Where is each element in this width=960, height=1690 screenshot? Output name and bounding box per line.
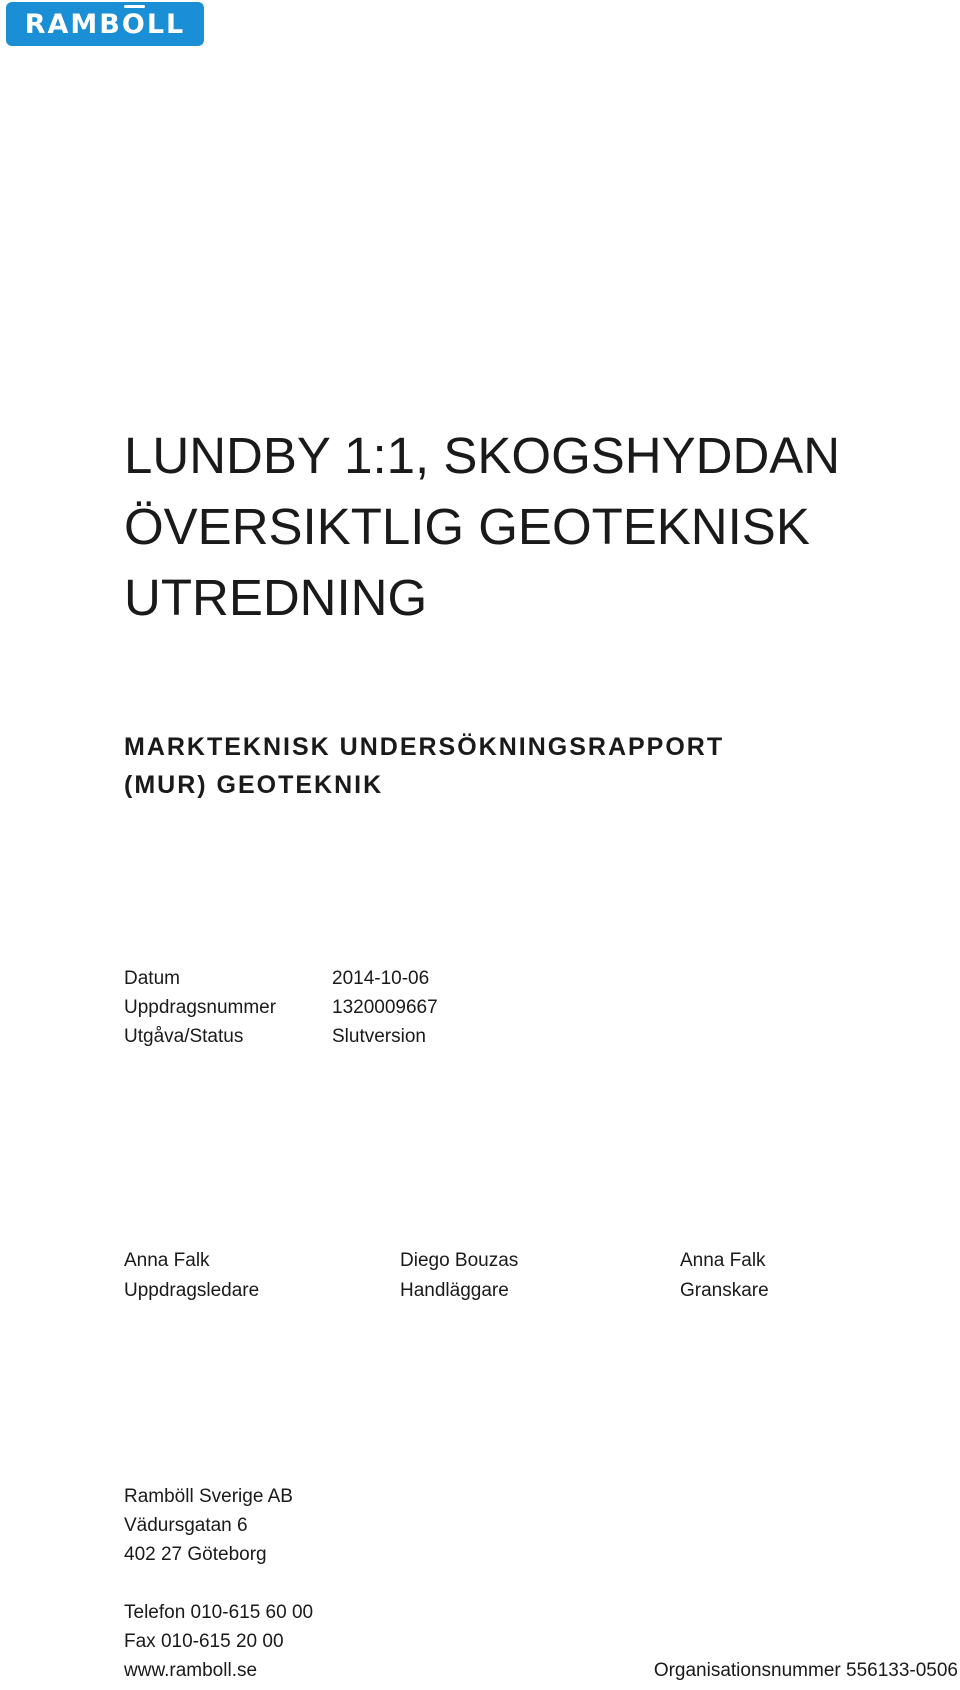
person-handlaggare xyxy=(400,1246,518,1306)
report-metadata xyxy=(124,964,438,1051)
person-name: Diego Bouzas xyxy=(400,1250,519,1271)
company-street: Vädursgatan 6 xyxy=(124,1515,248,1536)
logo-text-o: O xyxy=(121,8,147,40)
person-granskare xyxy=(680,1246,769,1306)
person-role: Granskare xyxy=(680,1280,769,1301)
company-city: 402 27 Göteborg xyxy=(124,1544,267,1565)
company-phone: Telefon 010-615 60 00 xyxy=(124,1602,314,1623)
meta-row-datum xyxy=(124,964,438,993)
logo-text-start: RAMB xyxy=(24,8,122,40)
footer-spacer xyxy=(124,1569,313,1598)
company-contact xyxy=(124,1482,313,1685)
title-line-3: UTREDNING xyxy=(124,569,428,626)
logo-text-end: LL xyxy=(146,8,186,40)
meta-value: Slutversion xyxy=(332,1026,426,1047)
meta-label: Datum xyxy=(124,968,180,989)
meta-row-uppdragsnummer xyxy=(124,993,438,1022)
company-name: Ramböll Sverige AB xyxy=(124,1486,293,1507)
person-role: Handläggare xyxy=(400,1280,509,1301)
organisation-number: Organisationsnummer 556133-0506 xyxy=(653,1660,958,1681)
report-subtitle xyxy=(124,728,944,804)
company-fax: Fax 010-615 20 00 xyxy=(124,1631,284,1652)
subtitle-line-1: MARKTEKNISK UNDERSÖKNINGSRAPPORT xyxy=(124,733,725,761)
person-role: Uppdragsledare xyxy=(124,1280,260,1301)
meta-label: Utgåva/Status xyxy=(124,1026,244,1047)
person-name: Anna Falk xyxy=(124,1250,210,1271)
person-name: Anna Falk xyxy=(680,1250,766,1271)
title-line-2: ÖVERSIKTLIG GEOTEKNISK xyxy=(124,498,810,555)
title-line-1: LUNDBY 1:1, SKOGSHYDDAN xyxy=(124,427,841,484)
company-website: www.ramboll.se xyxy=(124,1660,258,1681)
meta-row-status xyxy=(124,1022,438,1051)
meta-value: 1320009667 xyxy=(332,997,438,1018)
ramboll-logo xyxy=(6,2,204,46)
meta-label: Uppdragsnummer xyxy=(124,997,277,1018)
person-uppdragsledare xyxy=(124,1246,259,1306)
meta-value: 2014-10-06 xyxy=(332,968,430,989)
report-title xyxy=(124,420,944,633)
subtitle-line-2: (MUR) GEOTEKNIK xyxy=(124,771,384,799)
